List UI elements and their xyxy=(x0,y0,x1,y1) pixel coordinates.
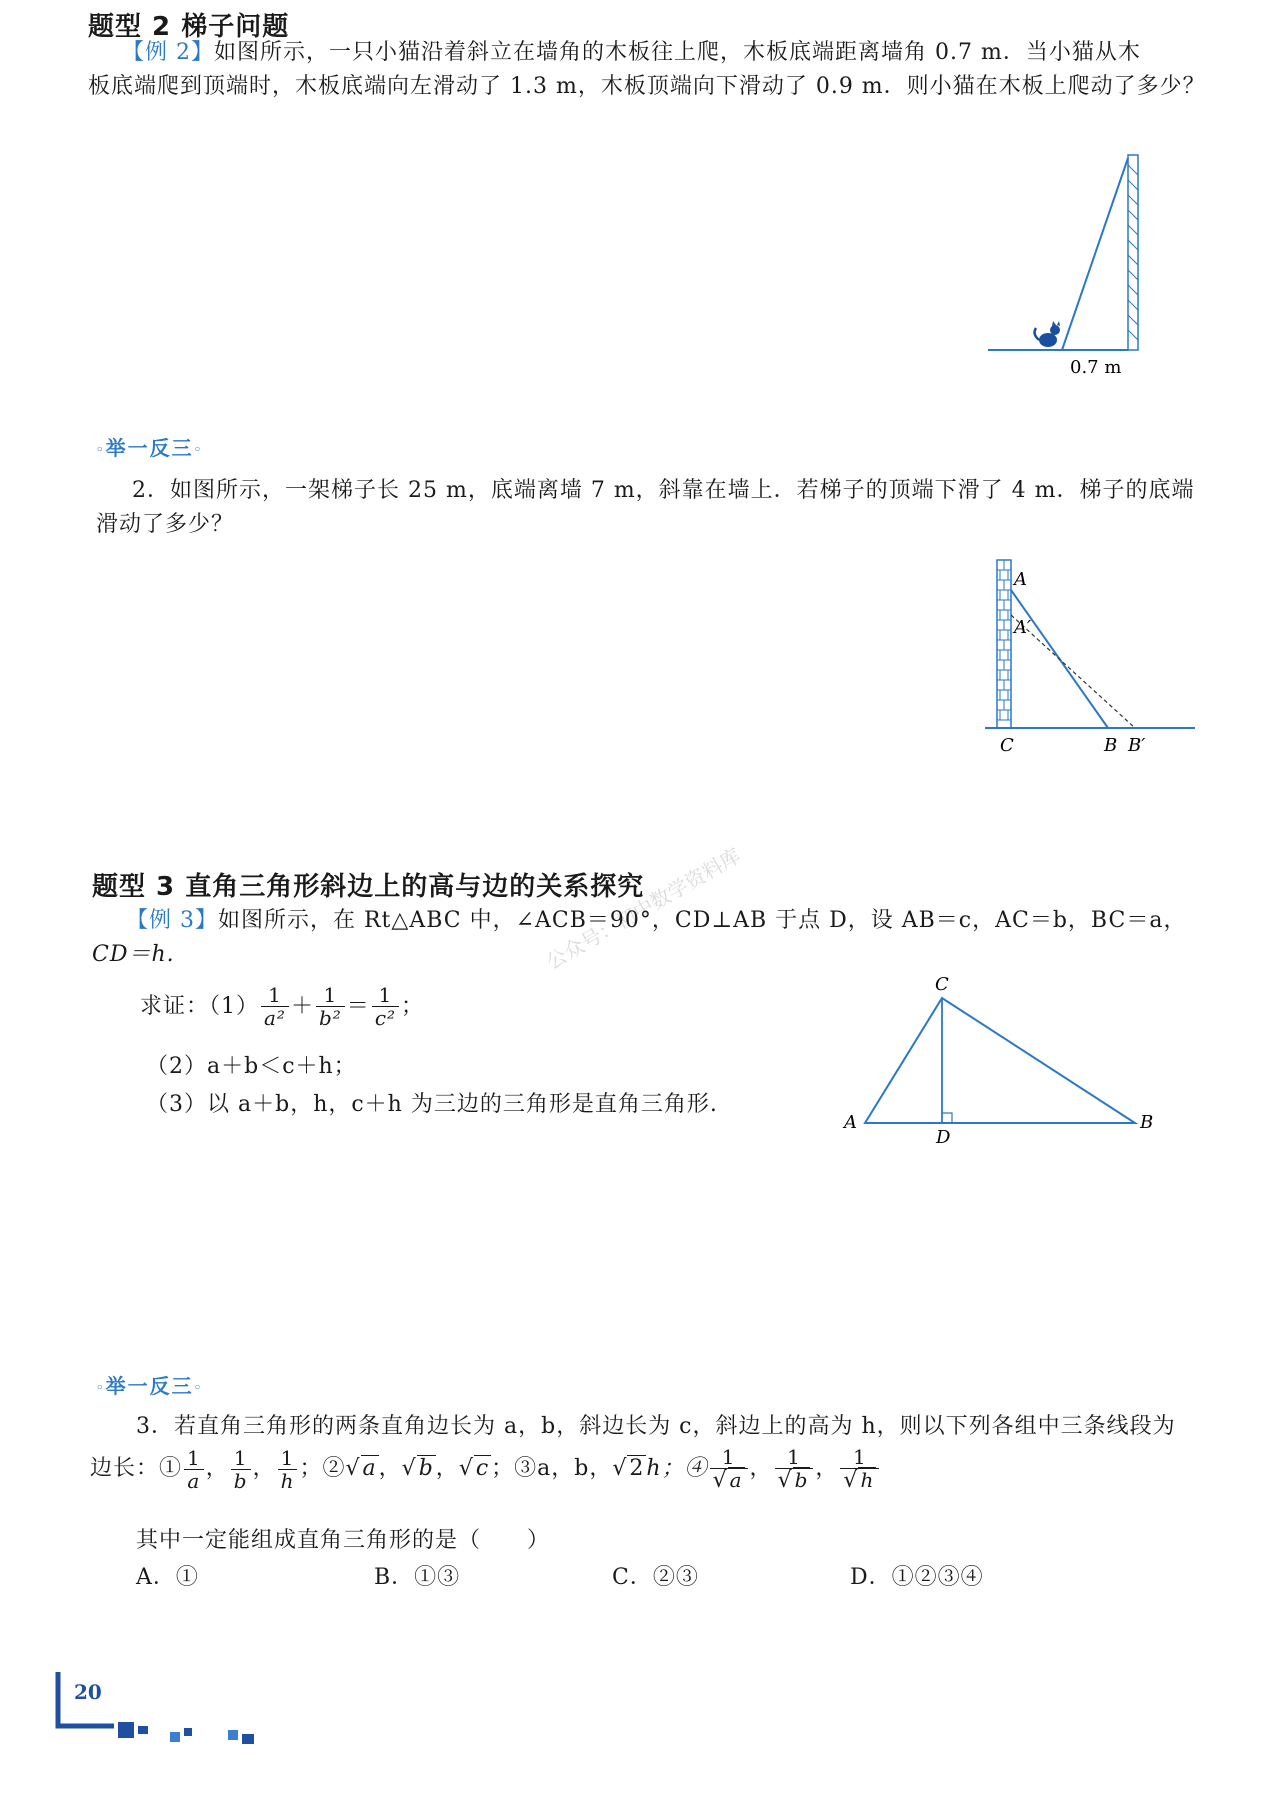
ladder-figure xyxy=(980,555,1200,760)
choice-c[interactable]: C．②③ xyxy=(612,1565,699,1590)
cat-icon xyxy=(1035,321,1060,347)
triangle-point-C: C xyxy=(935,974,949,995)
g1-frac-b: $\frac{1}{b}$ xyxy=(231,1447,251,1492)
example3-line1: 【例 3】如图所示，在 Rt△ABC 中，∠ACB＝90°，CD⊥AB 于点 D，设 AB＝c，AC＝b，BC＝a， xyxy=(126,908,1187,933)
practice3-question: 其中一定能组成直角三角形的是（ ） xyxy=(136,1528,551,1553)
practice2-line1: 2．如图所示，一架梯子长 25 m，底端离墙 7 m，斜靠在墙上．若梯子的顶端下滑了 4 m．梯子的底端 xyxy=(132,478,1195,503)
ladder-point-A-prime: A′ xyxy=(1014,617,1032,638)
g2-sqrt-a: √a xyxy=(345,1456,377,1481)
ladder-point-A: A xyxy=(1014,569,1027,590)
choice-b[interactable]: B．①③ xyxy=(374,1565,461,1590)
g1-frac-h: $\frac{1}{h}$ xyxy=(278,1447,298,1492)
ladder-point-B-prime: B′ xyxy=(1128,735,1146,756)
example3-line2: CD＝h. xyxy=(92,942,175,967)
g4-frac-sqrt-b: $\frac{1}{√ b}$ xyxy=(775,1446,814,1492)
triangle-abc-figure xyxy=(830,968,1160,1148)
page-number: 20 xyxy=(74,1680,102,1704)
triangle-point-D: D xyxy=(936,1127,951,1148)
g1-frac-a: $\frac{1}{a}$ xyxy=(184,1447,204,1492)
choice-d[interactable]: D．①②③④ xyxy=(850,1565,984,1590)
ladder-point-B: B xyxy=(1104,735,1118,756)
watermark: 公众号：初中数学资料库 xyxy=(542,843,745,975)
practice3-line1: 3．若直角三角形的两条直角边长为 a，b，斜边长为 c，斜边上的高为 h，则以下列各组中三条线段为 xyxy=(136,1414,1176,1439)
practice-tag-1: ◦举一反三◦ xyxy=(96,436,204,460)
triangle-point-B: B xyxy=(1140,1112,1154,1133)
fraction-1-over-c2: $\frac{1}{\text{c²}}$ xyxy=(372,984,399,1029)
g3-sqrt-2: √2 xyxy=(612,1456,645,1481)
example3-tag: 【例 3】 xyxy=(126,908,218,933)
g2-sqrt-c: √c xyxy=(458,1456,490,1481)
g4-frac-sqrt-h: $\frac{1}{√ h}$ xyxy=(840,1446,879,1492)
example2-tag: 【例 2】 xyxy=(122,40,214,65)
g4-frac-sqrt-a: $\frac{1}{√ a}$ xyxy=(710,1446,748,1492)
example2-line2: 板底端爬到顶端时，木板底端向左滑动了 1.3 m，木板顶端向下滑动了 0.9 m．则小猫在木板上爬动了多少？ xyxy=(88,74,1206,99)
prove-item-3: （3）以 a＋b，h，c＋h 为三边的三角形是直角三角形. xyxy=(146,1092,718,1117)
fig-distance-label: 0.7 m xyxy=(1070,357,1122,378)
type2-heading: 题型 2 梯子问题 xyxy=(88,12,290,42)
practice3-line2: 边长：① $\frac{1}{a}$ ， $\frac{1}{b}$ ， $\frac{1}{h}$ ；② √a ， √b ， √c ；③a，b， √2 h；④ $\frac{1}{√ a}$ ， $\frac{1}{√ b}$ ， $\frac{1}{√ h}$ xyxy=(90,1446,881,1492)
practice2-line2: 滑动了多少？ xyxy=(96,512,235,537)
example2-line1: 【例 2】如图所示，一只小猫沿着斜立在墙角的木板往上爬，木板底端距离墙角 0.7 m．当小猫从木 xyxy=(122,40,1141,65)
prove-item-1: 求证：（1） $\frac{1}{\text{a²}}$ ＋ $\frac{1}{\text{b²}}$ ＝ $\frac{1}{\text{c²}}$ ； xyxy=(140,983,425,1030)
triangle-point-A: A xyxy=(844,1112,857,1133)
g2-sqrt-b: √b xyxy=(401,1456,434,1481)
practice-tag-2: ◦举一反三◦ xyxy=(96,1374,204,1398)
choice-a[interactable]: A．① xyxy=(136,1565,199,1590)
prove-item-2: （2）a＋b＜c＋h； xyxy=(146,1054,357,1079)
fraction-1-over-a2: $\frac{1}{\text{a²}}$ xyxy=(261,984,289,1029)
cat-board-figure xyxy=(980,150,1160,380)
ladder-point-C: C xyxy=(1000,735,1014,756)
type3-heading: 题型 3 直角三角形斜边上的高与边的关系探究 xyxy=(92,872,645,902)
fraction-1-over-b2: $\frac{1}{\text{b²}}$ xyxy=(316,984,345,1029)
